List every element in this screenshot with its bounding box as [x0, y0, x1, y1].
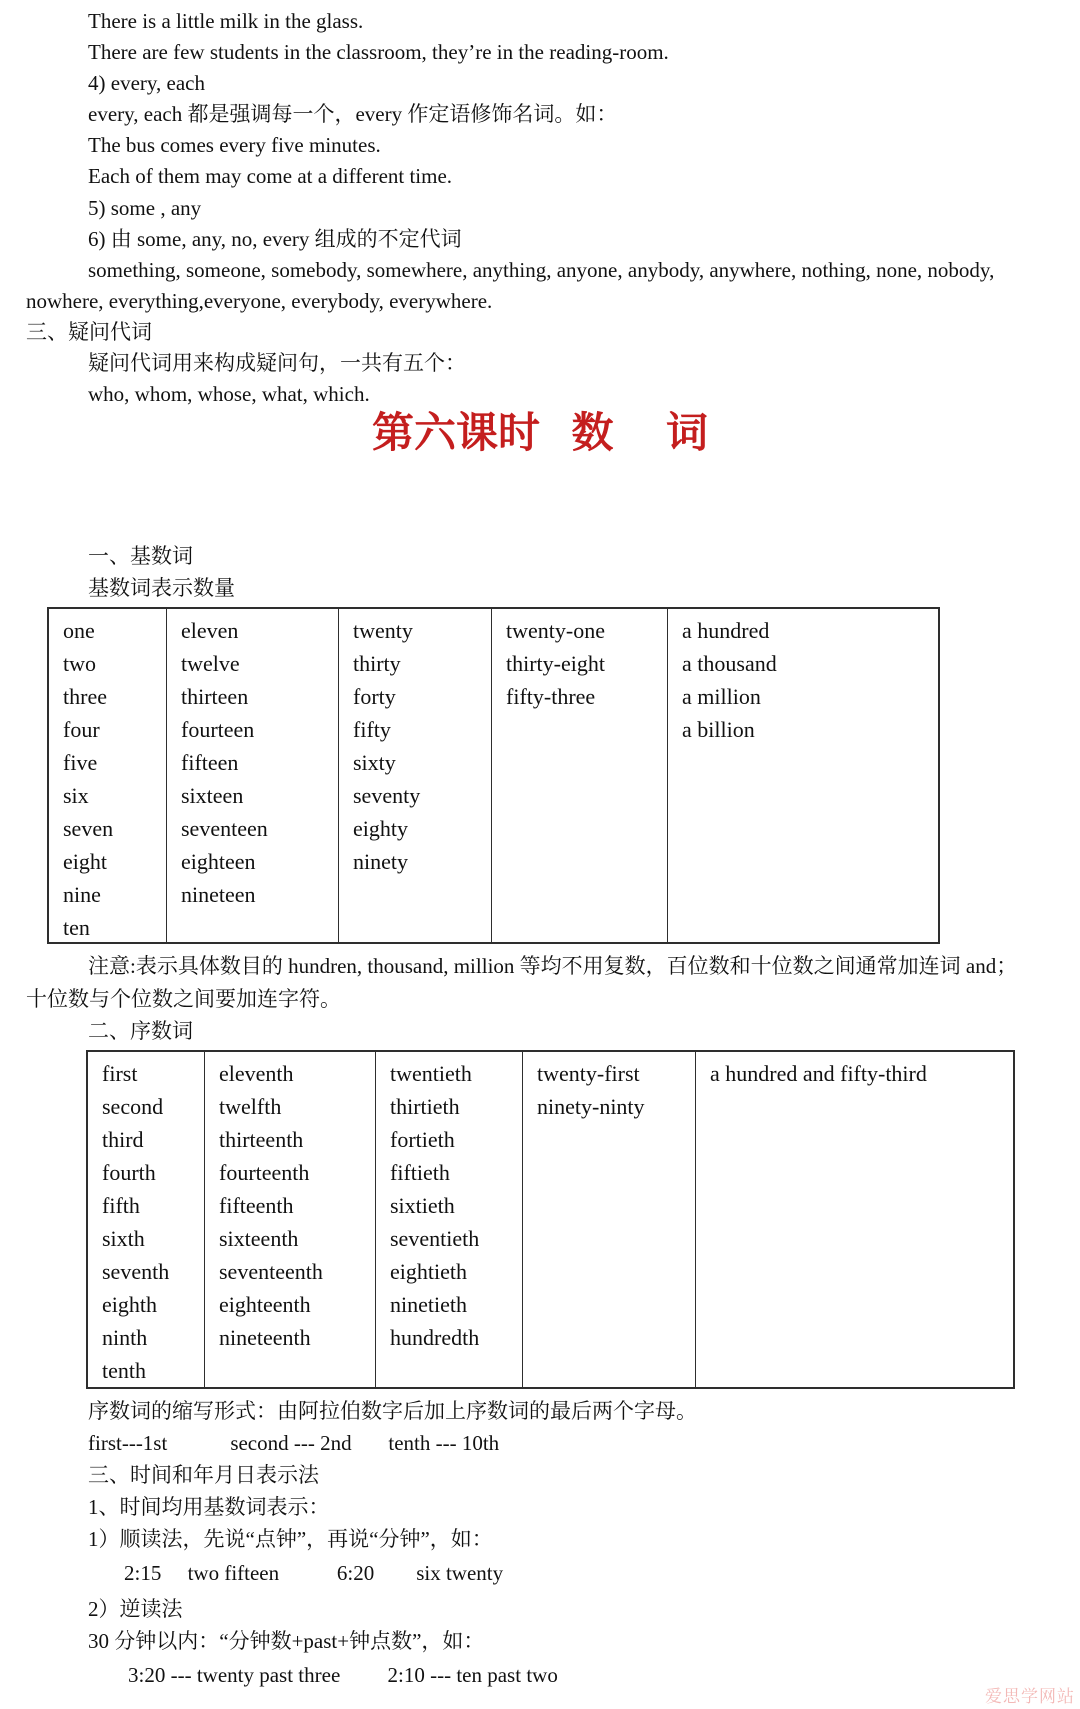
text-line: There is a little milk in the glass. — [88, 9, 364, 33]
site-watermark: 爱思学网站 — [985, 1687, 1075, 1706]
cardinal-heading: 一、基数词 — [88, 544, 193, 568]
table-word: hundredth — [390, 1325, 480, 1350]
table-word: six — [63, 783, 89, 808]
section-heading-pronouns: 三、疑问代词 — [26, 319, 152, 344]
table-word: five — [63, 750, 98, 775]
table-word: eighty — [353, 816, 408, 841]
table-word: fifth — [102, 1193, 140, 1218]
text-line: 6) 由 some, any, no, every 组成的不定代词 — [88, 226, 462, 251]
table-word: sixth — [102, 1226, 145, 1251]
table-word: fourteenth — [219, 1160, 310, 1185]
table-word: thirty-eight — [506, 651, 605, 676]
table-word: fifty-three — [506, 684, 596, 709]
table-word: seven — [63, 816, 114, 841]
text-line: 5) some , any — [88, 195, 202, 220]
table-word: ninth — [102, 1325, 148, 1350]
table-word: second — [102, 1094, 164, 1119]
table-word: fifty — [353, 717, 391, 742]
table-word: eightieth — [390, 1259, 467, 1284]
text-line: Each of them may come at a different time. — [88, 164, 453, 189]
table-column-large — [668, 609, 938, 942]
table-column-compound — [523, 1052, 696, 1387]
table-word: sixteenth — [219, 1226, 299, 1251]
table-word: thirteen — [181, 684, 249, 709]
table-word: a hundred and fifty-third — [710, 1061, 927, 1086]
table-word: seventieth — [390, 1226, 480, 1251]
ordinal-numbers-table — [86, 1050, 1015, 1389]
table-column-ones — [88, 1052, 205, 1387]
table-word: a hundred — [682, 618, 770, 643]
table-word: twentieth — [390, 1061, 472, 1086]
cardinal-note-line1: 注意:表示具体数目的 hundren, thousand, million 等均不用复数，百位数和十位数之间通常加连词 and； — [88, 954, 1018, 978]
time-example-1: 2:15 two fifteen 6:20 six twenty — [124, 1561, 504, 1585]
time-example-2: 3:20 --- twenty past three 2:10 --- ten past two — [128, 1663, 558, 1687]
ordinal-abbr-examples: first---1st second --- 2nd tenth --- 10th — [88, 1431, 500, 1455]
table-word: seventh — [102, 1259, 170, 1284]
table-word: a billion — [682, 717, 755, 742]
table-word: eleven — [181, 618, 239, 643]
table-column-tens — [339, 609, 492, 942]
text-line: The bus comes every five minutes. — [88, 133, 381, 158]
table-column-teens — [205, 1052, 376, 1387]
lesson-title: 第六课时 数 词 — [371, 411, 708, 457]
table-word: sixty — [353, 750, 396, 775]
time-rule-forward-reading: 1）顺读法，先说“点钟”，再说“分钟”，如： — [88, 1527, 493, 1551]
table-word: fourteen — [181, 717, 255, 742]
table-word: third — [102, 1127, 144, 1152]
table-word: seventeenth — [219, 1259, 323, 1284]
table-word: eight — [63, 849, 107, 874]
time-rule-past: 30 分钟以内：“分钟数+past+钟点数”，如： — [88, 1629, 485, 1653]
table-word: thirteenth — [219, 1127, 304, 1152]
table-column-large — [696, 1052, 1013, 1387]
text-line: something, someone, somebody, somewhere, anything, anyone, anybody, anywhere, nothing, none, nobody, — [88, 257, 995, 282]
text-line: who, whom, whose, what, which. — [88, 382, 370, 407]
table-word: one — [63, 618, 95, 643]
text-line: There are few students in the classroom, they’re in the reading-room. — [88, 40, 669, 65]
table-word: ninety-ninty — [537, 1094, 645, 1119]
time-rule-reverse-reading: 2）逆读法 — [88, 1597, 183, 1621]
cardinal-subheading: 基数词表示数量 — [88, 576, 235, 600]
table-word: twelve — [181, 651, 240, 676]
table-word: twenty-first — [537, 1061, 640, 1086]
table-word: fifteen — [181, 750, 239, 775]
table-word: three — [63, 684, 107, 709]
table-word: a million — [682, 684, 761, 709]
cardinal-note-line2: 十位数与个位数之间要加连字符。 — [26, 987, 341, 1011]
table-word: seventeen — [181, 816, 268, 841]
table-word: twenty-one — [506, 618, 605, 643]
table-word: fortieth — [390, 1127, 455, 1152]
table-word: forty — [353, 684, 396, 709]
table-word: sixtieth — [390, 1193, 455, 1218]
table-column-tens — [376, 1052, 523, 1387]
table-word: four — [63, 717, 100, 742]
text-line: 4) every, each — [88, 71, 205, 96]
table-word: two — [63, 651, 96, 676]
table-word: seventy — [353, 783, 421, 808]
table-word: eighteenth — [219, 1292, 311, 1317]
text-line: 疑问代词用来构成疑问句，一共有五个： — [88, 351, 466, 376]
table-column-compound — [492, 609, 668, 942]
table-word: nineteenth — [219, 1325, 311, 1350]
time-section-heading: 三、时间和年月日表示法 — [88, 1463, 319, 1487]
table-column-ones — [49, 609, 167, 942]
table-word: ninety — [353, 849, 408, 874]
ordinal-abbr-note: 序数词的缩写形式：由阿拉伯数字后加上序数词的最后两个字母。 — [88, 1399, 697, 1423]
table-word: nine — [63, 882, 101, 907]
table-word: twelfth — [219, 1094, 282, 1119]
ordinal-heading: 二、序数词 — [88, 1019, 193, 1043]
table-word: fiftieth — [390, 1160, 450, 1185]
intro-section — [0, 6, 1080, 410]
table-word: nineteen — [181, 882, 256, 907]
cardinal-numbers-table — [47, 607, 940, 944]
table-word: a thousand — [682, 651, 777, 676]
table-word: eighteen — [181, 849, 256, 874]
table-word: thirty — [353, 651, 401, 676]
table-word: ninetieth — [390, 1292, 467, 1317]
text-line: nowhere, everything,everyone, everybody, everywhere. — [26, 288, 493, 313]
table-word: sixteen — [181, 783, 244, 808]
table-word: eleventh — [219, 1061, 294, 1086]
table-word: tenth — [102, 1358, 146, 1383]
table-word: thirtieth — [390, 1094, 460, 1119]
table-column-teens — [167, 609, 339, 942]
table-word: first — [102, 1061, 138, 1086]
table-word: ten — [63, 915, 90, 940]
time-rule-1: 1、时间均用基数词表示： — [88, 1495, 330, 1519]
table-word: fourth — [102, 1160, 156, 1185]
table-word: fifteenth — [219, 1193, 294, 1218]
table-word: eighth — [102, 1292, 157, 1317]
table-word: twenty — [353, 618, 413, 643]
text-line: every, each 都是强调每一个，every 作定语修饰名词。如： — [88, 102, 618, 127]
